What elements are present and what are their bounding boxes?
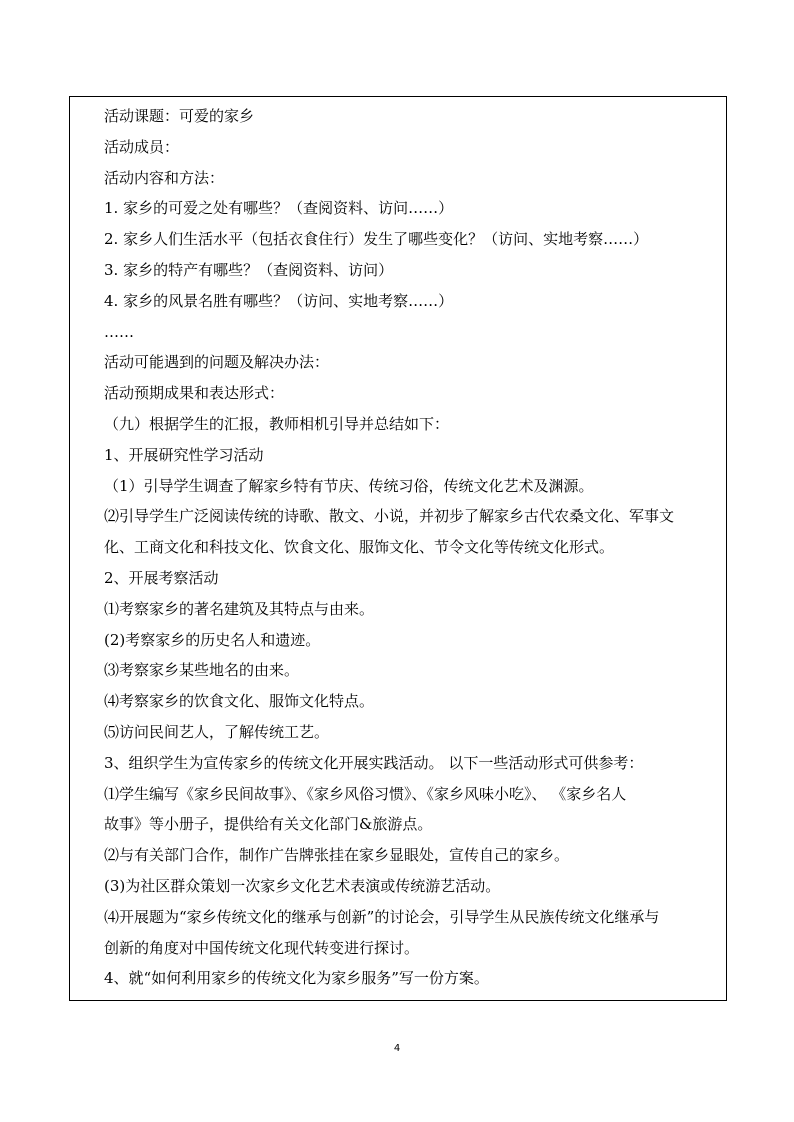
- document-body: [104, 101, 720, 994]
- activity-topic: 活动课题：可爱的家乡: [104, 107, 255, 125]
- content-item-3: 3. 家乡的特产有哪些？（查阅资料、访问）: [104, 260, 394, 279]
- summary-intro: （九）根据学生的汇报，教师相机引导并总结如下：: [104, 414, 450, 433]
- ellipsis-line: ……: [104, 322, 134, 341]
- section-1-item-1: （1）引导学生调查了解家乡特有节庆、传统习俗，传统文化艺术及渊源。: [104, 476, 594, 495]
- section-3-item-3: (3)为社区群众策划一次家乡文化艺术表演或传统游艺活动。: [104, 876, 501, 895]
- section-2-heading: 2、开展考察活动: [104, 568, 219, 587]
- section-3-item-1-line-2: 故事》等小册子，提供给有关文化部门&旅游点。: [104, 815, 433, 834]
- section-2-item-1: ⑴考察家乡的著名建筑及其特点与由来。: [104, 599, 375, 618]
- outcomes-heading: 活动预期成果和表达形式：: [104, 384, 285, 403]
- section-2-item-4: ⑷考察家乡的饮食文化、服饰文化特点。: [104, 692, 375, 711]
- problems-heading: 活动可能遇到的问题及解决办法：: [104, 353, 330, 372]
- section-1-item-2-line-1: ⑵引导学生广泛阅读传统的诗歌、散文、小说，并初步了解家乡古代农桑文化、军事文: [104, 507, 675, 526]
- section-2-item-5: ⑸访问民间艺人，了解传统工艺。: [104, 722, 330, 741]
- section-3-item-4-line-2: 创新的角度对中国传统文化现代转变进行探讨。: [104, 938, 420, 957]
- content-item-2: 2. 家乡人们生活水平（包括衣食住行）发生了哪些变化？（访问、实地考察……）: [104, 230, 649, 249]
- section-2-item-2: (2)考察家乡的历史名人和遗迹。: [104, 630, 321, 649]
- content-item-4: 4. 家乡的风景名胜有哪些？（访问、实地考察……）: [104, 291, 454, 310]
- section-3-item-4-line-1: ⑷开展题为“家乡传统文化的继承与创新”的讨论会，引导学生从民族传统文化继承与: [104, 907, 660, 926]
- section-1-heading: 1、开展研究性学习活动: [104, 445, 264, 464]
- section-4-heading: 4、就“如何利用家乡的传统文化为家乡服务”写一份方案。: [104, 969, 489, 988]
- activity-content-heading: 活动内容和方法：: [104, 168, 225, 187]
- content-item-1: 1. 家乡的可爱之处有哪些？（查阅资料、访问……）: [104, 199, 454, 218]
- section-3-item-2: ⑵与有关部门合作，制作广告牌张挂在家乡显眼处，宣传自己的家乡。: [104, 846, 570, 865]
- page-number: 4: [393, 1043, 401, 1054]
- section-2-item-3: ⑶考察家乡某些地名的由来。: [104, 661, 300, 680]
- section-3-heading: 3、组织学生为宣传家乡的传统文化开展实践活动。 以下一些活动形式可供参考：: [104, 753, 644, 772]
- activity-members: 活动成员：: [104, 137, 180, 156]
- section-1-item-2-line-2: 化、工商文化和科技文化、饮食文化、服饰文化、节令文化等传统文化形式。: [104, 538, 615, 557]
- section-3-item-1-line-1: ⑴学生编写《家乡民间故事》、《家乡风俗习惯》、《家乡风味小吃》、 《家乡名人: [104, 784, 627, 803]
